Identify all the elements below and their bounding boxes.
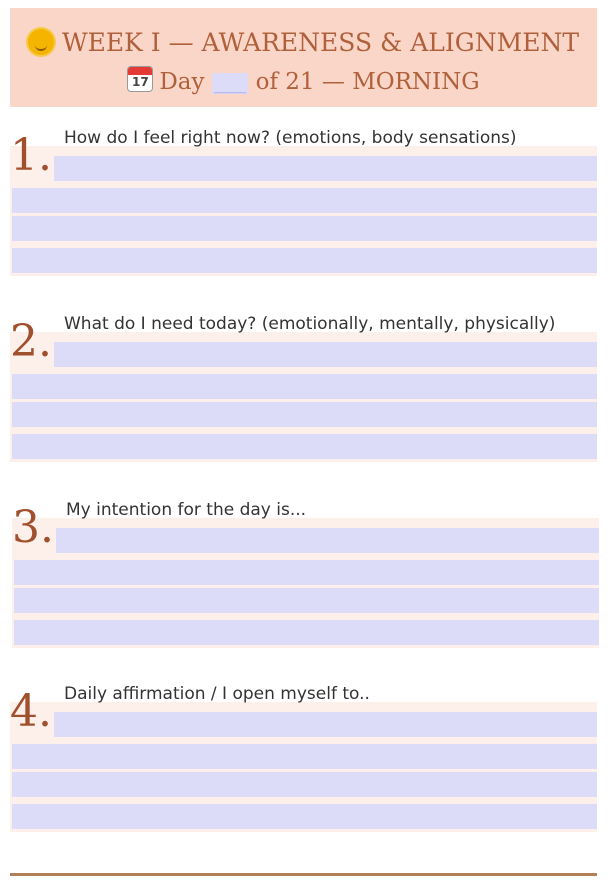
prompt-question: How do I feel right now? (emotions, body sensations) — [64, 128, 517, 148]
day-label: Day — [159, 69, 205, 95]
answer-line-2[interactable] — [14, 560, 599, 585]
prompt-section-2 — [10, 314, 597, 462]
calendar-day-number: 17 — [131, 75, 149, 89]
answer-line-1[interactable] — [56, 528, 599, 553]
prompt-number: 4. — [10, 686, 52, 737]
answer-line-3[interactable] — [12, 216, 597, 241]
prompt-number: 2. — [10, 316, 52, 367]
answer-line-2[interactable] — [12, 744, 597, 769]
prompt-question: What do I need today? (emotionally, mentally, physically) — [64, 314, 556, 334]
prompt-question: My intention for the day is... — [66, 500, 307, 520]
answer-line-2[interactable] — [12, 374, 597, 399]
day-number-field[interactable]: ___ — [213, 73, 247, 94]
prompt-question: Daily affirmation / I open myself to.. — [64, 684, 370, 704]
answer-line-4[interactable] — [12, 434, 597, 459]
sun-icon — [28, 29, 54, 55]
answer-line-2[interactable] — [12, 188, 597, 213]
answer-line-1[interactable] — [54, 712, 597, 737]
answer-line-1[interactable] — [54, 156, 597, 181]
prompt-number: 3. — [12, 502, 54, 553]
calendar-icon — [127, 66, 153, 92]
bottom-divider — [10, 873, 597, 876]
answer-line-4[interactable] — [14, 620, 599, 645]
prompt-section-4 — [10, 684, 597, 832]
week-title-text: WEEK I — AWARENESS & ALIGNMENT — [61, 28, 580, 57]
day-line — [10, 66, 597, 95]
answer-line-1[interactable] — [54, 342, 597, 367]
answer-line-3[interactable] — [12, 772, 597, 797]
header-banner — [10, 8, 597, 107]
prompt-number: 1. — [10, 130, 52, 181]
answer-line-3[interactable] — [12, 402, 597, 427]
prompt-section-1 — [10, 128, 597, 276]
prompt-section-3 — [12, 500, 599, 648]
day-suffix: of 21 — MORNING — [255, 69, 480, 95]
week-title — [10, 28, 597, 57]
answer-line-3[interactable] — [14, 588, 599, 613]
answer-line-4[interactable] — [12, 804, 597, 829]
answer-line-4[interactable] — [12, 248, 597, 273]
